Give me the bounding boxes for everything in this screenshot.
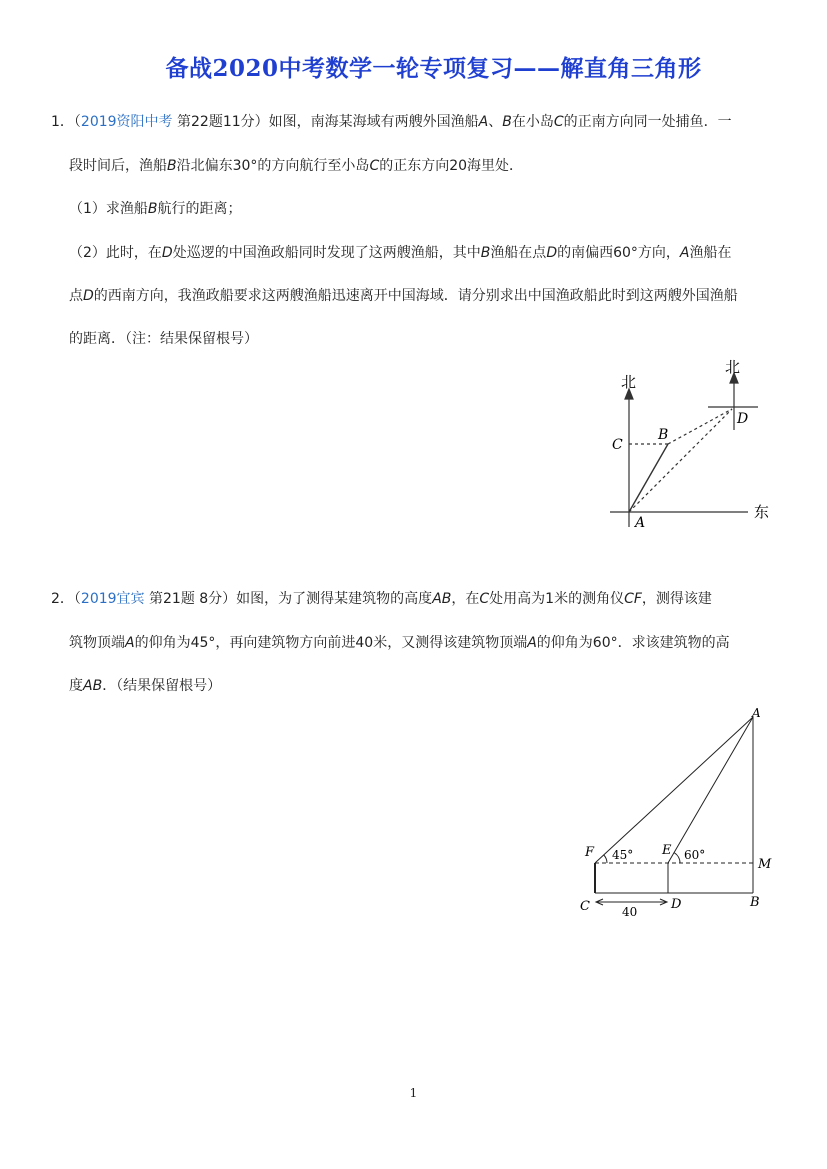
- label-C: C: [580, 899, 590, 914]
- q2-line-3: 度AB．（结果保留根号）: [69, 678, 222, 694]
- label-E: E: [662, 843, 672, 858]
- label-angle-60: 60°: [684, 848, 706, 862]
- label-F: F: [585, 845, 595, 860]
- q1-source[interactable]: 2019资阳中考: [80, 114, 173, 130]
- q1-line-6: 的距离．（注：结果保留根号）: [69, 331, 258, 347]
- label-B: B: [750, 895, 760, 910]
- q1-sub-1: （1）求渔船B航行的距离；: [69, 201, 242, 217]
- segment-EA: [668, 717, 753, 863]
- label-D: D: [737, 411, 749, 427]
- label-A: A: [635, 515, 646, 531]
- label-D: D: [671, 897, 682, 912]
- angle-arc-60: [674, 853, 680, 863]
- q2-line-1: 2．（2019宜宾 第21题 8分）如图，为了测得某建筑物的高度AB，在C处用高为1米的测角仪CF，测得该建: [51, 591, 712, 607]
- angle-arc-45: [604, 855, 607, 863]
- segment-AD: [629, 409, 732, 512]
- label-north-2: 北: [725, 358, 741, 376]
- label-C: C: [612, 437, 623, 453]
- q1-line-5: 点D的西南方向，我渔政船要求这两艘渔船迅速离开中国海域．请分别求出中国渔政船此时到这两艘外国渔船: [69, 288, 738, 304]
- label-angle-45: 45°: [612, 848, 634, 862]
- label-B: B: [658, 427, 669, 443]
- segment-AB: [629, 444, 668, 512]
- q1-line-2: 段时间后，渔船B沿北偏东30°的方向航行至小岛C的正东方向20海里处．: [69, 158, 524, 174]
- label-distance-40: 40: [622, 905, 638, 919]
- figure-2: [575, 700, 785, 925]
- label-north-1: 北: [621, 373, 637, 391]
- label-M: M: [758, 857, 772, 872]
- label-A: A: [752, 706, 761, 720]
- segment-BD: [668, 409, 732, 444]
- q1-line-1: 1．（2019资阳中考 第22题11分）如图，南海某海域有两艘外国渔船A、B在小岛C的正南方向同一处捕鱼．一: [51, 114, 732, 130]
- page-title: 备战2020中考数学一轮专项复习——解直角三角形: [165, 55, 702, 82]
- label-east: 东: [754, 503, 770, 521]
- q1-sub-2: （2）此时，在D处巡逻的中国渔政船同时发现了这两艘渔船，其中B渔船在点D的南偏西60°方向，A渔船在: [69, 245, 732, 261]
- page-number: 1: [409, 1086, 418, 1100]
- q2-line-2: 筑物顶端A的仰角为45°，再向建筑物方向前进40米，又测得该建筑物顶端A的仰角为60°．求该建筑物的高: [69, 635, 730, 651]
- q2-source[interactable]: 2019宜宾: [80, 591, 145, 607]
- figure-1: [600, 355, 790, 535]
- segment-FA: [595, 717, 753, 863]
